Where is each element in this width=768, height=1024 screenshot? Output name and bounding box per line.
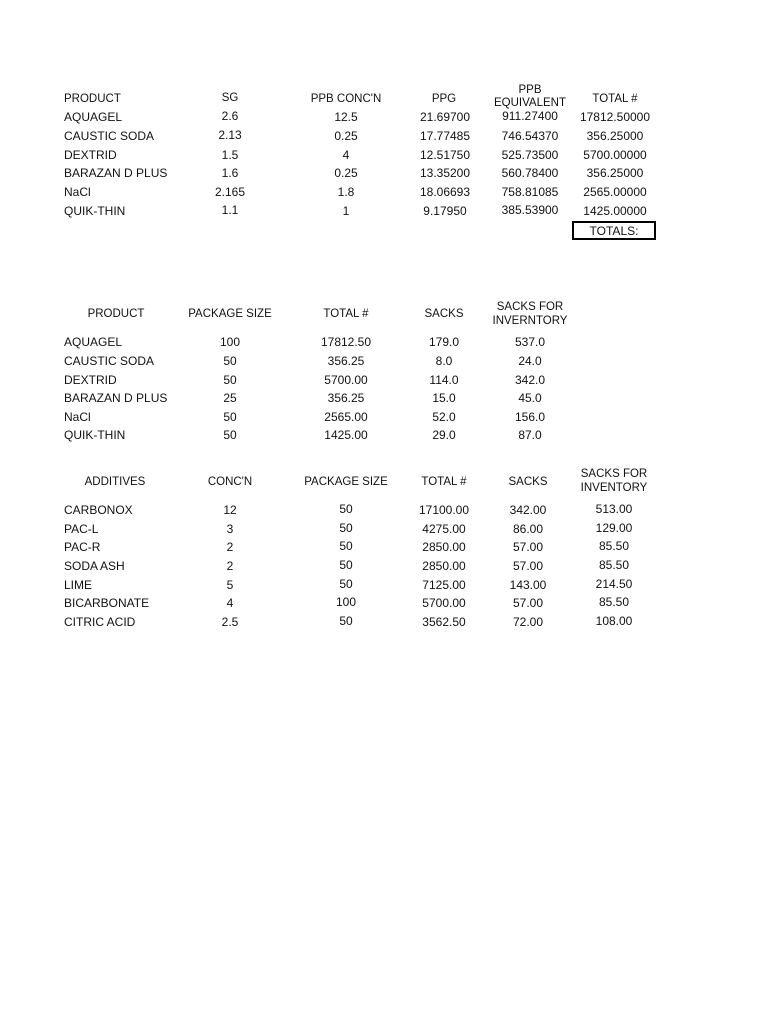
table-cell: 50 (223, 428, 237, 442)
header-total: TOTAL # (592, 93, 638, 105)
header-package-size: PACKAGE SIZE (304, 476, 388, 488)
table-cell: QUIK-THIN (64, 428, 126, 442)
table-cell: 17812.50 (320, 335, 372, 349)
table-cell: 2 (226, 540, 234, 554)
table-cell: SODA ASH (64, 559, 125, 573)
table-cell: 12.51750 (419, 148, 471, 162)
table-cell: 108.00 (595, 614, 633, 628)
table-cell: NaCl (64, 185, 91, 199)
table-cell: 45.0 (518, 391, 542, 405)
table-cell: 513.00 (595, 502, 633, 516)
table-cell: 560.78400 (501, 166, 559, 180)
table-cell: 15.0 (432, 391, 456, 405)
table-cell: 57.00 (512, 559, 544, 573)
table-cell: 342.00 (509, 503, 547, 517)
table-cell: 50 (339, 577, 353, 591)
table-cell: 156.0 (514, 410, 546, 424)
header-sacks: SACKS (508, 476, 548, 488)
table-cell: 87.0 (518, 428, 542, 442)
table-cell: CARBONOX (64, 503, 133, 517)
table-cell: 100 (335, 595, 357, 609)
table-cell: 1.5 (221, 148, 239, 162)
table-cell: 57.00 (512, 596, 544, 610)
table-cell: CAUSTIC SODA (64, 354, 155, 368)
table-cell: 385.53900 (501, 203, 559, 217)
table-cell: DEXTRID (64, 148, 117, 162)
table-cell: 50 (223, 354, 237, 368)
table-cell: 5700.00000 (583, 148, 647, 162)
table-cell: 2565.00000 (583, 185, 647, 199)
table-cell: 85.50 (598, 539, 630, 553)
header-concn: CONC'N (207, 476, 253, 488)
table-cell: 356.25000 (586, 129, 644, 143)
table-cell: 5 (226, 578, 234, 592)
table-cell: 17100.00 (418, 503, 470, 517)
table-cell: 29.0 (432, 428, 456, 442)
table-cell: 1425.00000 (583, 204, 647, 218)
table-cell: 7125.00 (422, 578, 466, 592)
header-sacks-for-inventory: SACKS FOR INVENTORY (580, 468, 648, 494)
table-cell: AQUAGEL (64, 110, 123, 124)
table-cell: 5700.00 (324, 373, 368, 387)
table-cell: 50 (339, 614, 353, 628)
table-cell: 24.0 (518, 354, 542, 368)
table-cell: 86.00 (512, 522, 544, 536)
table-cell: AQUAGEL (64, 335, 123, 349)
table-cell: 356.25000 (586, 166, 644, 180)
table-cell: 356.25 (327, 391, 365, 405)
table-cell: 72.00 (512, 615, 544, 629)
table-cell: PAC-R (64, 540, 101, 554)
header-product: PRODUCT (64, 93, 121, 105)
table-cell: 52.0 (432, 410, 456, 424)
table-cell: 4 (342, 148, 350, 162)
table-cell: 17.77485 (419, 129, 471, 143)
table-cell: 5700.00 (422, 596, 466, 610)
header-ppb-concn: PPB CONC'N (310, 93, 382, 105)
table-cell: BICARBONATE (64, 596, 150, 610)
table-cell: 114.0 (429, 373, 459, 387)
table-cell: 13.35200 (419, 166, 471, 180)
table-cell: 2850.00 (422, 559, 466, 573)
table-cell: BARAZAN D PLUS (64, 166, 168, 180)
table-cell: 12.5 (334, 110, 358, 124)
table-cell: 50 (223, 373, 237, 387)
table-cell: 1425.00 (324, 428, 368, 442)
table-cell: 1.6 (221, 166, 239, 180)
table-cell: 1.8 (337, 185, 355, 199)
table-cell: 179.0 (428, 335, 460, 349)
table-cell: 25 (223, 391, 237, 405)
table-cell: 12 (223, 503, 237, 517)
table-cell: 100 (219, 335, 241, 349)
header-ppg: PPG (431, 93, 457, 105)
header-sg: SG (221, 92, 239, 104)
table-cell: 356.25 (327, 354, 365, 368)
table-cell: LIME (64, 578, 93, 592)
table-cell: 0.25 (334, 166, 358, 180)
header-package-size: PACKAGE SIZE (188, 308, 272, 320)
table-cell: 50 (339, 502, 353, 516)
header-sacks-for-inventory: SACKS FOR INVERNTORY (492, 301, 568, 327)
table-cell: 2565.00 (324, 410, 368, 424)
table-cell: 214.50 (595, 577, 633, 591)
header-ppb-equivalent: PPB EQUIVALENT (494, 84, 566, 109)
table-cell: 911.27400 (502, 109, 558, 123)
table-cell: DEXTRID (64, 373, 117, 387)
header-product: PRODUCT (87, 308, 145, 320)
table-cell: 85.50 (598, 595, 630, 609)
table-cell: 50 (339, 539, 353, 553)
table-cell: CAUSTIC SODA (64, 129, 155, 143)
table-cell: 0.25 (334, 129, 358, 143)
table-cell: 525.73500 (501, 148, 559, 162)
table-cell: 4275.00 (422, 522, 466, 536)
table-cell: 2.5 (221, 615, 239, 629)
table-cell: 746.54370 (501, 129, 559, 143)
header-additives: ADDITIVES (84, 476, 146, 488)
header-total: TOTAL # (421, 476, 467, 488)
table-cell: 3 (226, 522, 234, 536)
table-cell: 57.00 (512, 540, 544, 554)
table-cell: 2 (226, 559, 234, 573)
table-cell: 129.00 (595, 521, 633, 535)
table-cell: 2.13 (218, 128, 242, 142)
table-cell: 18.06693 (419, 185, 471, 199)
table-cell: 342.0 (514, 373, 546, 387)
table-cell: PAC-L (64, 522, 99, 536)
table-cell: CITRIC ACID (64, 615, 136, 629)
table-cell: 50 (339, 521, 353, 535)
table-cell: 2.165 (214, 185, 246, 199)
totals-box: TOTALS: (572, 221, 656, 240)
table-cell: 8.0 (435, 354, 453, 368)
table-cell: 758.81085 (501, 185, 559, 199)
table-cell: NaCl (64, 410, 91, 424)
table-cell: 4 (226, 596, 234, 610)
table-cell: 85.50 (598, 558, 630, 572)
table-cell: 1 (342, 204, 350, 218)
table-cell: 17812.50000 (579, 110, 651, 124)
table-cell: QUIK-THIN (64, 204, 126, 218)
table-cell: 1.1 (221, 203, 239, 217)
table-cell: 9.17950 (423, 204, 467, 218)
table-cell: 21.69700 (419, 110, 471, 124)
table-cell: 3562.50 (422, 615, 466, 629)
table-cell: BARAZAN D PLUS (64, 391, 168, 405)
table-cell: 2.6 (221, 109, 239, 123)
table-cell: 143.00 (509, 578, 547, 592)
table-cell: 50 (339, 558, 353, 572)
header-sacks: SACKS (424, 308, 464, 320)
table-cell: 537.0 (514, 335, 546, 349)
table-cell: 2850.00 (422, 540, 466, 554)
header-total: TOTAL # (323, 308, 369, 320)
table-cell: 50 (223, 410, 237, 424)
